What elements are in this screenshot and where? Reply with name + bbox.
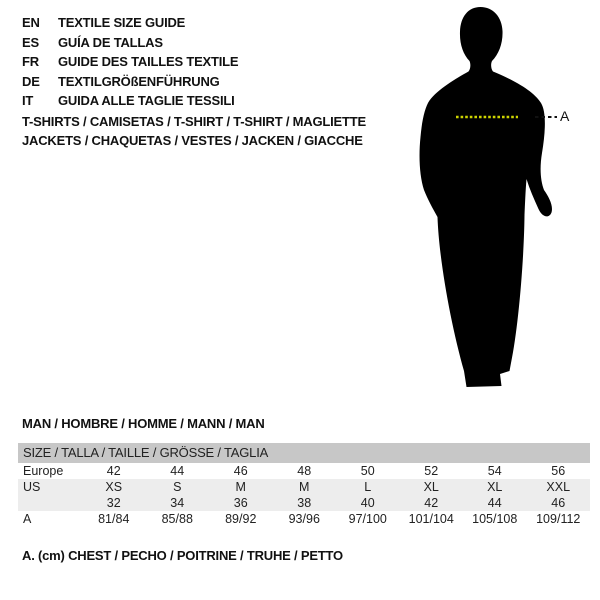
size-cell: 54 — [487, 464, 502, 478]
language-code: ES — [22, 34, 39, 50]
language-code: IT — [22, 93, 34, 109]
language-code: FR — [22, 54, 39, 70]
size-cell: 93/96 — [288, 512, 320, 526]
man-silhouette-shape — [420, 7, 552, 387]
language-guide-title: TEXTILE SIZE GUIDE — [58, 15, 186, 31]
language-list — [22, 13, 238, 111]
size-cell: XL — [423, 480, 439, 494]
size-table-row-us-numeric — [18, 495, 590, 511]
size-cell: 40 — [360, 496, 375, 510]
size-cell: 97/100 — [348, 512, 387, 526]
language-guide-title: GUÍA DE TALLAS — [58, 34, 163, 50]
size-cell: 46 — [551, 496, 566, 510]
size-table-header: SIZE / TALLA / TAILLE / GRÖSSE / TAGLIA — [18, 443, 590, 463]
size-cell: 56 — [551, 464, 566, 478]
size-table-row-chest — [18, 511, 590, 527]
size-cell: XS — [105, 480, 123, 494]
size-table — [18, 443, 590, 527]
size-table-row-europe — [18, 463, 590, 479]
row-label: A — [23, 512, 32, 526]
size-cell: 105/108 — [472, 512, 518, 526]
size-cell: 48 — [297, 464, 312, 478]
language-row — [22, 13, 238, 33]
man-section-title: MAN / HOMBRE / HOMME / MANN / MAN — [22, 416, 265, 431]
size-cell: 89/92 — [225, 512, 257, 526]
man-silhouette — [400, 0, 585, 400]
size-cell: 36 — [233, 496, 248, 510]
language-guide-title: TEXTILGRÖßENFÜHRUNG — [58, 73, 220, 89]
size-cell: L — [364, 480, 372, 494]
size-cell: 52 — [424, 464, 439, 478]
size-cell: 101/104 — [408, 512, 454, 526]
row-label: US — [23, 480, 41, 494]
size-cell: 109/112 — [536, 512, 581, 526]
category-line-tshirts: T-SHIRTS / CAMISETAS / T-SHIRT / T-SHIRT / MAGLIETTE — [22, 114, 366, 129]
language-code: DE — [22, 73, 40, 89]
size-cell: XXL — [546, 480, 571, 494]
garment-categories — [22, 112, 366, 150]
size-cell: 44 — [487, 496, 502, 510]
row-label: Europe — [23, 464, 64, 478]
size-cell: S — [173, 480, 182, 494]
language-guide-title: GUIDA ALLE TAGLIE TESSILI — [58, 93, 235, 109]
size-cell: 50 — [360, 464, 375, 478]
size-cell: 42 — [424, 496, 439, 510]
chest-measurement-note: A. (cm) CHEST / PECHO / POITRINE / TRUHE / PETTO — [22, 548, 343, 563]
size-cell: 46 — [233, 464, 248, 478]
size-cell: M — [299, 480, 310, 494]
size-cell: 44 — [170, 464, 185, 478]
size-cell: XL — [487, 480, 503, 494]
size-cell: 32 — [106, 496, 121, 510]
size-cell: 85/88 — [161, 512, 193, 526]
language-code: EN — [22, 15, 40, 31]
size-cell: 42 — [106, 464, 121, 478]
language-row — [22, 33, 238, 53]
language-guide-title: GUIDE DES TAILLES TEXTILE — [58, 54, 239, 70]
category-line-jackets: JACKETS / CHAQUETAS / VESTES / JACKEN / GIACCHE — [22, 133, 363, 148]
size-cell: 81/84 — [98, 512, 130, 526]
size-table-row-us — [18, 479, 590, 495]
language-row — [22, 72, 238, 92]
language-row — [22, 52, 238, 72]
size-cell: 38 — [297, 496, 312, 510]
size-cell: M — [235, 480, 246, 494]
row-label — [18, 495, 82, 511]
measurement-a-label: A — [560, 108, 570, 124]
size-cell: 34 — [170, 496, 185, 510]
language-row — [22, 91, 238, 111]
